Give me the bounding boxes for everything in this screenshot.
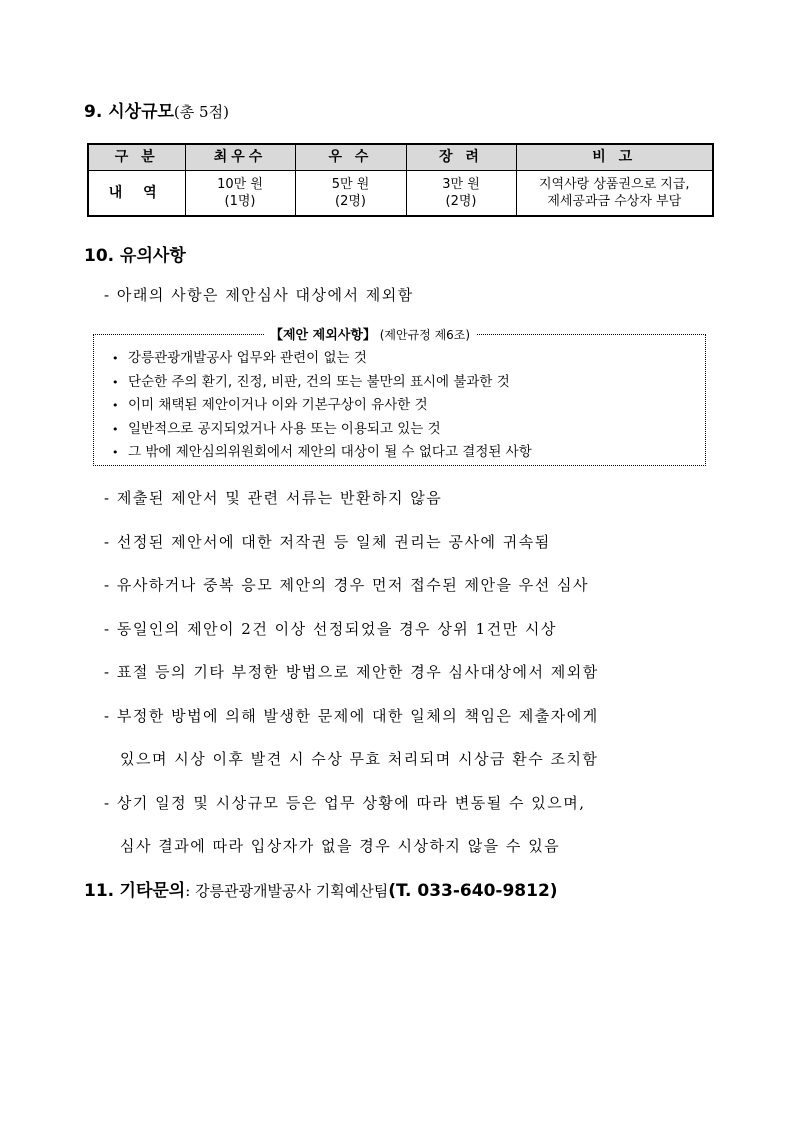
cell-count: (1명) xyxy=(224,194,256,209)
bullet-icon: • xyxy=(112,352,119,365)
section-11-heading xyxy=(84,876,558,901)
cell-count: (2명) xyxy=(335,194,366,209)
cell-remark-line: 제세공과금 수상자 부담 xyxy=(547,194,682,209)
cell-amount: 3만 원 xyxy=(442,177,480,192)
prize-table-row xyxy=(88,171,713,217)
section-10-number: 10. xyxy=(84,246,115,266)
cell-remark-line: 지역사랑 상품권으로 지급, xyxy=(538,177,690,192)
note-item: - 상기 일정 및 시상규모 등은 업무 상황에 따라 변동될 수 있으며, xyxy=(104,794,586,812)
note-item: - 선정된 제안서에 대한 저작권 등 일체 권리는 공사에 귀속됨 xyxy=(104,533,551,551)
bullet-icon: • xyxy=(112,446,119,459)
section-9-number: 9. xyxy=(84,102,103,122)
cell-encouragement xyxy=(406,171,516,217)
bullet-icon: • xyxy=(112,375,119,389)
list-item: • 그 밖에 제안심의위원회에서 제안의 대상이 될 수 없다고 결정된 사항 xyxy=(112,441,532,465)
exclusion-box xyxy=(93,328,706,466)
note-item-continuation: 심사 결과에 따라 입상자가 없을 경우 시상하지 않을 수 있음 xyxy=(120,837,561,855)
prize-table-header-row xyxy=(88,144,713,171)
bullet-icon: • xyxy=(112,422,119,436)
section-11-phone: (T. 033-640-9812) xyxy=(388,881,558,901)
section-11-title: 기타문의 xyxy=(119,881,186,901)
section-9-title: 시상규모 xyxy=(108,102,174,122)
exclusion-box-title xyxy=(264,324,476,343)
cell-excellence xyxy=(295,171,406,217)
bullet-icon: • xyxy=(112,399,119,412)
section-9-subtitle: (총 5점) xyxy=(173,103,229,121)
note-item: - 동일인의 제안이 2건 이상 선정되었을 경우 상위 1건만 시상 xyxy=(104,620,557,638)
exclusion-title-ref: (제안규정 제6조) xyxy=(379,328,471,342)
section-11-contact: 강릉관광개발공사 기획예산팀 xyxy=(190,882,389,900)
note-item-continuation: 있으며 시상 이후 발견 시 수상 무효 처리되며 시상금 환수 조치함 xyxy=(120,750,599,768)
row-label-details: 내 역 xyxy=(88,171,185,217)
cell-grand-prize xyxy=(185,171,295,217)
note-item: - 제출된 제안서 및 관련 서류는 반환하지 않음 xyxy=(104,489,443,507)
list-item: • 이미 채택된 제안이거나 이와 기본구상이 유사한 것 xyxy=(112,394,532,418)
header-grand-prize: 최우수 xyxy=(185,144,295,171)
cell-amount: 10만 원 xyxy=(217,177,263,192)
header-category: 구 분 xyxy=(88,144,185,171)
section-10-intro: - 아래의 사항은 제안심사 대상에서 제외함 xyxy=(104,286,414,304)
note-item: - 표절 등의 기타 부정한 방법으로 제안한 경우 심사대상에서 제외함 xyxy=(104,663,599,681)
section-9-heading xyxy=(84,97,229,122)
section-10-heading xyxy=(84,241,186,266)
note-item: - 부정한 방법에 의해 발생한 문제에 대한 일체의 책임은 제출자에게 xyxy=(104,707,599,725)
cell-count: (2명) xyxy=(445,194,477,209)
list-item: • 단순한 주의 환기, 진정, 비판, 건의 또는 불만의 표시에 불과한 것 xyxy=(112,371,532,395)
note-item: - 유사하거나 중복 응모 제안의 경우 먼저 접수된 제안을 우선 심사 xyxy=(104,576,589,594)
section-11-number: 11. xyxy=(84,881,115,901)
section-10-title: 유의사항 xyxy=(120,246,186,266)
list-item: • 강릉관광개발공사 업무와 관련이 없는 것 xyxy=(112,347,532,371)
header-encouragement: 장 려 xyxy=(406,144,516,171)
cell-amount: 5만 원 xyxy=(331,177,370,192)
cell-remarks xyxy=(516,171,713,217)
section-11-colon: : xyxy=(185,882,191,900)
header-excellence: 우 수 xyxy=(295,144,406,171)
prize-table xyxy=(87,143,714,217)
exclusion-list xyxy=(112,347,532,465)
header-remarks: 비 고 xyxy=(516,144,713,171)
exclusion-title-text: 【제안 제외사항】 xyxy=(270,328,376,343)
list-item: • 일반적으로 공지되었거나 사용 또는 이용되고 있는 것 xyxy=(112,418,532,442)
